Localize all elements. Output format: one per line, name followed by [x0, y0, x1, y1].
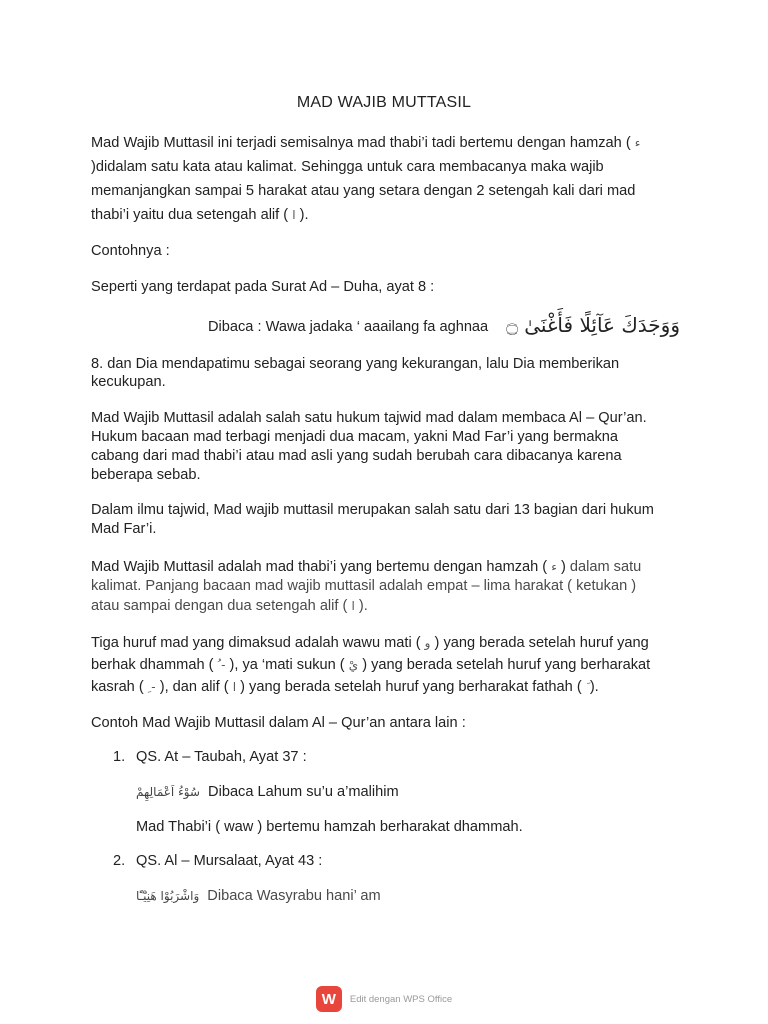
hamzah-glyph: ء	[634, 136, 641, 150]
ya-sukun-glyph: يْ	[348, 658, 359, 672]
translation-line2: kecukupan.	[91, 374, 166, 390]
hamzah-glyph: ء	[551, 560, 557, 574]
paragraph-tajwid-line1: Dalam ilmu tajwid, Mad wajib muttasil merupakan salah satu dari 13 bagian dari hukum	[91, 502, 654, 518]
alif-glyph: ا	[292, 208, 296, 222]
list-number: 1.	[113, 749, 126, 765]
paragraph-intro-line4: thabi’i yaitu dua setengah alif ( ا ).	[91, 207, 309, 223]
list-item-example: وَاشْرَبُوْا هَنِيْٓـًٔا Dibaca Wasyrabu hani’ am	[136, 888, 381, 904]
paragraph-intro-line1: Mad Wajib Muttasil ini terjadi semisalnya mad thabi’i tadi bertemu dengan hamzah ( ء	[91, 135, 641, 151]
alif-glyph: ا	[351, 599, 355, 613]
wps-footer[interactable]	[0, 986, 768, 1012]
example-arabic-verse: وَوَجَدَكَ عَآئِلًا فَأَغْنَىٰ ۝	[506, 313, 680, 337]
example-reading: Dibaca : Wawa jadaka ‘ aaailang fa aghnaa	[208, 319, 489, 335]
list-item-note: Mad Thabi’i ( waw ) bertemu hamzah berharakat dhammah.	[136, 819, 523, 835]
translation-line1: 8. dan Dia mendapatimu sebagai seorang yang kekurangan, lalu Dia memberikan	[91, 356, 620, 372]
paragraph-definition-line1: Mad Wajib Muttasil adalah salah satu hukum tajwid mad dalam membaca Al – Qur’an.	[91, 410, 647, 426]
wps-logo-icon[interactable]: W	[316, 986, 342, 1012]
paragraph-definition-line3: cabang dari mad thabi’i atau mad asli yang sudah berubah cara dibacanya karena	[91, 448, 622, 464]
contoh-intro: Contoh Mad Wajib Muttasil dalam Al – Qur’an antara lain :	[91, 715, 466, 731]
paragraph-muttasil-line2: kalimat. Panjang bacaan mad wajib muttasil adalah empat – lima harakat ( ketukan )	[91, 578, 637, 594]
paragraph-muttasil-line1: Mad Wajib Muttasil adalah mad thabi’i yang bertemu dengan hamzah ( ء ) dalam satu	[91, 559, 642, 575]
paragraph-huruf-line3: kasrah ( ِ - ), dan alif ( ا ) yang berada setelah huruf yang berharakat fathah ( ).	[91, 679, 599, 695]
paragraph-huruf-line2: berhak dhammah ( ُ - ), ya ‘mati sukun ( يْ ) yang berada setelah huruf yang berharakat	[91, 657, 651, 673]
wawu-glyph: و	[424, 636, 431, 650]
wps-edit-link[interactable]: Edit dengan WPS Office	[349, 993, 453, 1005]
example-row	[208, 313, 688, 343]
list-item-title: QS. Al – Mursalaat, Ayat 43 :	[136, 853, 323, 869]
page-title: MAD WAJIB MUTTASIL	[296, 94, 472, 111]
paragraph-intro-line3: memanjangkan sampai 5 harakat atau yang setara dengan 2 setengah kali dari mad	[91, 183, 636, 199]
list-item-arabic: وَاشْرَبُوْا هَنِيْٓـًٔا	[136, 889, 200, 903]
paragraph-muttasil-line3: atau sampai dengan dua setengah alif ( ا ).	[91, 598, 368, 614]
paragraph-intro-line2: )didalam satu kata atau kalimat. Sehingga untuk cara membacanya maka wajib	[91, 159, 604, 175]
kasrah-glyph: ِ -	[147, 680, 156, 694]
alif-glyph: ا	[232, 680, 237, 694]
list-number: 2.	[113, 853, 126, 869]
list-item-example: سُوْءُ اَعْمَالِهِمْ Dibaca Lahum su’u a’malihim	[136, 784, 399, 800]
paragraph-tajwid-line2: Mad Far’i.	[91, 521, 157, 537]
list-item-title: QS. At – Taubah, Ayat 37 :	[136, 749, 307, 765]
list-item-arabic: سُوْءُ اَعْمَالِهِمْ	[136, 785, 200, 799]
paragraph-huruf-line1: Tiga huruf mad yang dimaksud adalah wawu mati ( و ) yang berada setelah huruf yang	[91, 635, 649, 651]
paragraph-definition-line4: beberapa sebab.	[91, 467, 201, 483]
dhammah-glyph: ُ -	[217, 658, 226, 672]
surah-reference: Seperti yang terdapat pada Surat Ad – Duha, ayat 8 :	[91, 279, 435, 295]
contohnya-label: Contohnya :	[91, 243, 170, 259]
paragraph-definition-line2: Hukum bacaan mad terbagi menjadi dua macam, yakni Mad Far’i yang bermakna	[91, 429, 618, 445]
